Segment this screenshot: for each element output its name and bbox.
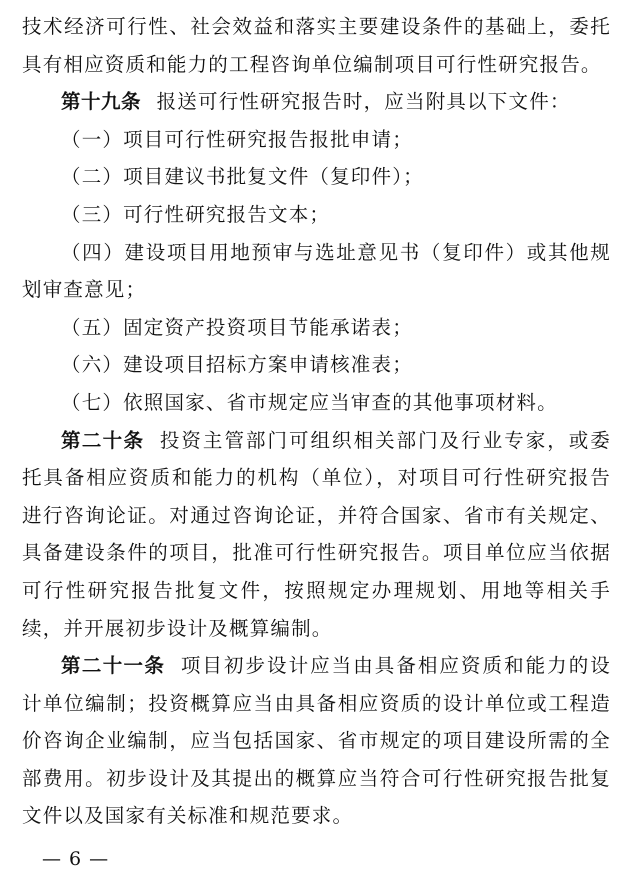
list-item — [22, 196, 611, 234]
paragraph-text: 项目初步设计应当由具备相应资质和能力的设计单位编制；投资概算应当由具备相应资质的设计单位或工程造价咨询企业编制，应当包括国家、省市规定的项目建设所需的全部费用。初步设计及其提出的概算应当符合可行性研究报告批复文件以及国家有关标准和规范要求。 — [22, 654, 611, 828]
list-item — [22, 384, 611, 422]
list-item-text: （一）项目可行性研究报告报批申请； — [61, 127, 413, 151]
article-heading: 第二十条 — [61, 428, 145, 452]
list-item — [22, 234, 611, 309]
article-heading: 第十九条 — [61, 90, 142, 114]
page-number: — 6 — — [42, 848, 110, 870]
list-item — [22, 121, 611, 159]
list-item-text: （四）建设项目用地预审与选址意见书（复印件）或其他规划审查意见； — [22, 240, 611, 302]
list-item-text: （五）固定资产投资项目节能承诺表； — [61, 315, 413, 339]
list-item — [22, 309, 611, 347]
article-21 — [22, 647, 611, 835]
paragraph-continuation — [22, 8, 611, 83]
list-item — [22, 158, 611, 196]
article-heading: 第二十一条 — [61, 654, 166, 678]
paragraph-text: 投资主管部门可组织相关部门及行业专家，或委托具备相应资质和能力的机构（单位），对项目可行性研究报告进行咨询论证。对通过咨询论证，并符合国家、省市有关规定、具备建设条件的项目，批准可行性研究报告。项目单位应当依据可行性研究报告批复文件，按照规定办理规划、用地等相关手续，并开展初步设计及概算编制。 — [22, 428, 611, 640]
paragraph-text: 技术经济可行性、社会效益和落实主要建设条件的基础上，委托具有相应资质和能力的工程咨询单位编制项目可行性研究报告。 — [22, 15, 611, 76]
article-20 — [22, 422, 611, 648]
list-item-text: （六）建设项目招标方案申请核准表； — [61, 353, 413, 377]
list-item-text: （二）项目建议书批复文件（复印件）； — [61, 165, 424, 189]
article-19 — [22, 83, 611, 121]
paragraph-text: 报送可行性研究报告时，应当附具以下文件： — [156, 90, 571, 114]
list-item-text: （三）可行性研究报告文本； — [61, 202, 331, 226]
list-item-text: （七）依照国家、省市规定应当审查的其他事项材料。 — [61, 390, 558, 414]
list-item — [22, 346, 611, 384]
